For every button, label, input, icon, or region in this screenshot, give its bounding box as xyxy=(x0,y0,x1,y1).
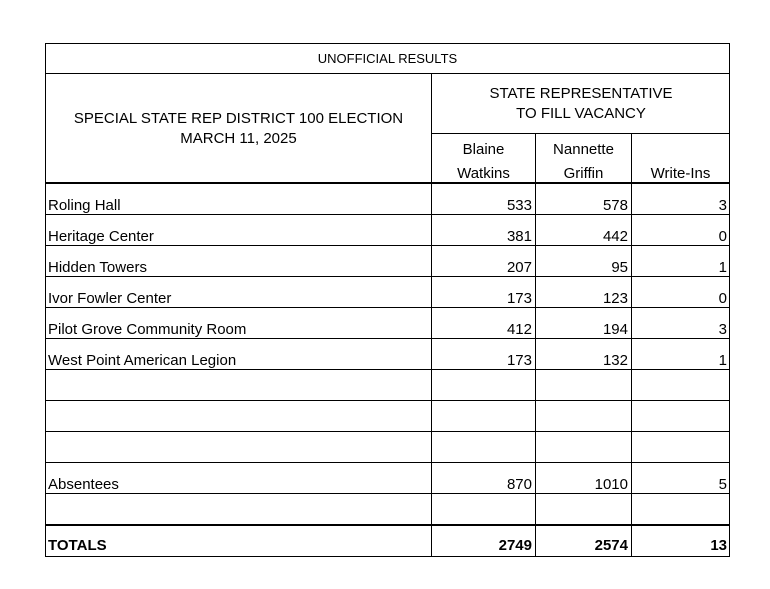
race-divider xyxy=(432,133,730,134)
vote-cell: 1 xyxy=(718,259,727,276)
candidate-3-last: Write-Ins xyxy=(650,165,711,182)
total-cell: 13 xyxy=(710,537,727,554)
row-label: Heritage Center xyxy=(48,228,154,245)
vote-cell: 578 xyxy=(602,197,628,214)
vote-cell: 5 xyxy=(718,476,727,493)
vote-cell: 1010 xyxy=(594,476,628,493)
election-date: MARCH 11, 2025 xyxy=(180,130,297,147)
row-divider xyxy=(45,214,730,215)
results-table xyxy=(45,43,730,557)
vote-cell: 173 xyxy=(506,352,532,369)
race-title: STATE REPRESENTATIVE xyxy=(489,85,673,102)
row-divider xyxy=(45,369,730,370)
banner-divider xyxy=(45,73,730,74)
election-title: SPECIAL STATE REP DISTRICT 100 ELECTION xyxy=(73,110,404,127)
row-divider xyxy=(45,338,730,339)
vote-cell: 3 xyxy=(718,321,727,338)
totals-rule xyxy=(45,524,730,526)
row-divider xyxy=(45,462,730,463)
row-label: Roling Hall xyxy=(48,197,121,214)
vote-cell: 1 xyxy=(718,352,727,369)
row-divider xyxy=(45,245,730,246)
vote-cell: 123 xyxy=(602,290,628,307)
vote-cell: 442 xyxy=(602,228,628,245)
vote-cell: 207 xyxy=(506,259,532,276)
vote-cell: 870 xyxy=(506,476,532,493)
vote-cell: 95 xyxy=(611,259,628,276)
banner-title: UNOFFICIAL RESULTS xyxy=(317,51,458,66)
row-divider xyxy=(45,493,730,494)
vote-cell: 0 xyxy=(718,290,727,307)
vote-cell: 533 xyxy=(506,197,532,214)
row-divider xyxy=(45,276,730,277)
vote-cell: 381 xyxy=(506,228,532,245)
row-label: Hidden Towers xyxy=(48,259,147,276)
border-bottom xyxy=(45,556,730,557)
vote-cell: 0 xyxy=(718,228,727,245)
row-label: Absentees xyxy=(48,476,119,493)
header-bottom-rule xyxy=(45,182,730,184)
row-divider xyxy=(45,431,730,432)
race-subtitle: TO FILL VACANCY xyxy=(516,105,646,122)
vote-cell: 132 xyxy=(602,352,628,369)
total-cell: 2574 xyxy=(594,537,628,554)
row-divider xyxy=(45,307,730,308)
vote-cell: 173 xyxy=(506,290,532,307)
vote-cell: 194 xyxy=(602,321,628,338)
vote-cell: 412 xyxy=(506,321,532,338)
row-label: West Point American Legion xyxy=(48,352,237,369)
border-top xyxy=(45,43,730,44)
vote-cell: 3 xyxy=(718,197,727,214)
candidate-1-first: Blaine xyxy=(462,141,505,158)
candidate-2-last: Griffin xyxy=(563,165,604,182)
totals-label: TOTALS xyxy=(48,537,107,554)
candidate-1-last: Watkins xyxy=(457,165,510,182)
row-label: Pilot Grove Community Room xyxy=(48,321,247,338)
row-divider xyxy=(45,400,730,401)
candidate-2-first: Nannette xyxy=(553,141,614,158)
row-label: Ivor Fowler Center xyxy=(48,290,172,307)
total-cell: 2749 xyxy=(498,537,532,554)
